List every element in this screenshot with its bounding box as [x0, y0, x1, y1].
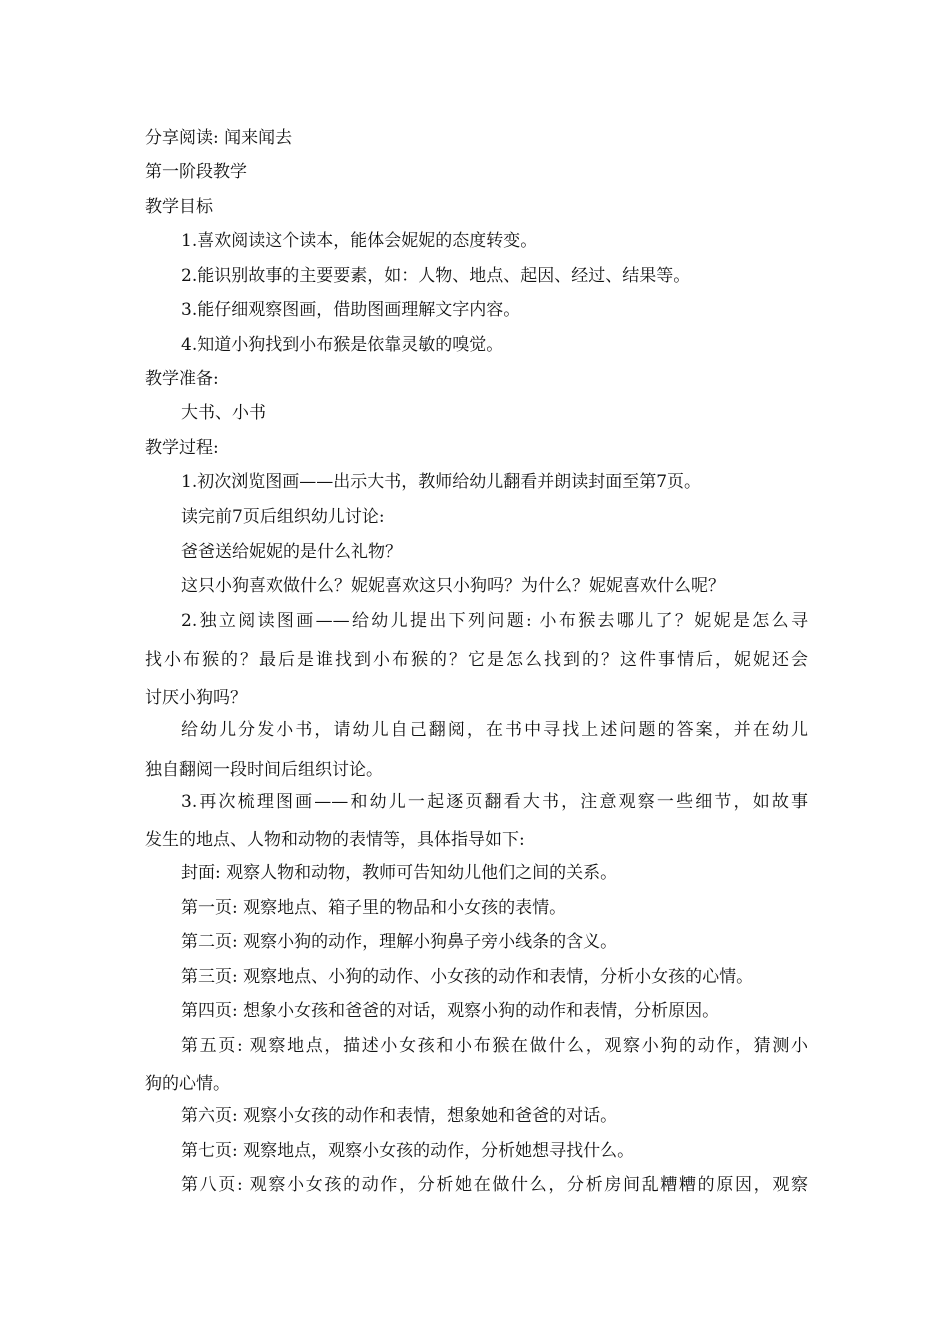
- page-guide-item: 狗的心情。: [145, 1074, 230, 1094]
- step2b-line: 独自翻阅一段时间后组织讨论。: [145, 760, 383, 780]
- goals-heading: 教学目标: [145, 197, 213, 217]
- step1-line: 爸爸送给妮妮的是什么礼物？: [181, 542, 402, 562]
- step1-line: 这只小狗喜欢做什么？妮妮喜欢这只小狗吗？为什么？妮妮喜欢什么呢？: [181, 576, 725, 596]
- step3-line: 3.再次梳理图画——和幼儿一起逐页翻看大书，注意观察一些细节，如故事: [181, 792, 808, 812]
- step3-line: 发生的地点、人物和动物的表情等，具体指导如下:: [145, 830, 525, 850]
- stage-heading: 第一阶段教学: [145, 162, 247, 182]
- step2-line: 讨厌小狗吗？: [145, 688, 247, 708]
- page-guide-item: 第四页: 想象小女孩和爸爸的对话，观察小狗的动作和表情，分析原因。: [181, 1001, 720, 1021]
- step1-line: 读完前7页后组织幼儿讨论:: [181, 507, 385, 527]
- step2-line: 找小布猴的？最后是谁找到小布猴的？它是怎么找到的？这件事情后，妮妮还会: [145, 650, 808, 670]
- process-heading: 教学过程:: [145, 438, 219, 458]
- step1-text: 1.初次浏览图画——出示大书，教师给幼儿翻看并朗读封面至第7页。: [181, 472, 702, 492]
- goal-item: 4.知道小狗找到小布猴是依靠灵敏的嗅觉。: [181, 335, 504, 355]
- page-guide-item: 第二页: 观察小狗的动作，理解小狗鼻子旁小线条的含义。: [181, 932, 618, 952]
- page-guide-item: 第七页: 观察地点，观察小女孩的动作，分析她想寻找什么。: [181, 1141, 635, 1161]
- prep-text: 大书、小书: [181, 403, 266, 423]
- page-guide-item: 第三页: 观察地点、小狗的动作、小女孩的动作和表情，分析小女孩的心情。: [181, 967, 754, 987]
- prep-heading: 教学准备:: [145, 369, 219, 389]
- goal-item: 1.喜欢阅读这个读本，能体会妮妮的态度转变。: [181, 231, 538, 251]
- goal-item: 2.能识别故事的主要要素，如：人物、地点、起因、经过、结果等。: [181, 266, 691, 286]
- page-guide-item: 第五页: 观察地点，描述小女孩和小布猴在做什么，观察小狗的动作，猜测小: [181, 1036, 808, 1056]
- page-guide-item: 第一页: 观察地点、箱子里的物品和小女孩的表情。: [181, 898, 567, 918]
- goal-item: 3.能仔细观察图画，借助图画理解文字内容。: [181, 300, 521, 320]
- page-guide-item: 封面: 观察人物和动物，教师可告知幼儿他们之间的关系。: [181, 863, 618, 883]
- page-guide-item: 第六页: 观察小女孩的动作和表情，想象她和爸爸的对话。: [181, 1106, 618, 1126]
- page-guide-item: 第八页: 观察小女孩的动作，分析她在做什么，分析房间乱糟糟的原因，观察: [181, 1175, 808, 1195]
- step2b-line: 给幼儿分发小书，请幼儿自己翻阅，在书中寻找上述问题的答案，并在幼儿: [181, 720, 808, 740]
- step2-line: 2.独立阅读图画——给幼儿提出下列问题: 小布猴去哪儿了？妮妮是怎么寻: [181, 611, 808, 631]
- document-title: 分享阅读: 闻来闻去: [145, 128, 293, 148]
